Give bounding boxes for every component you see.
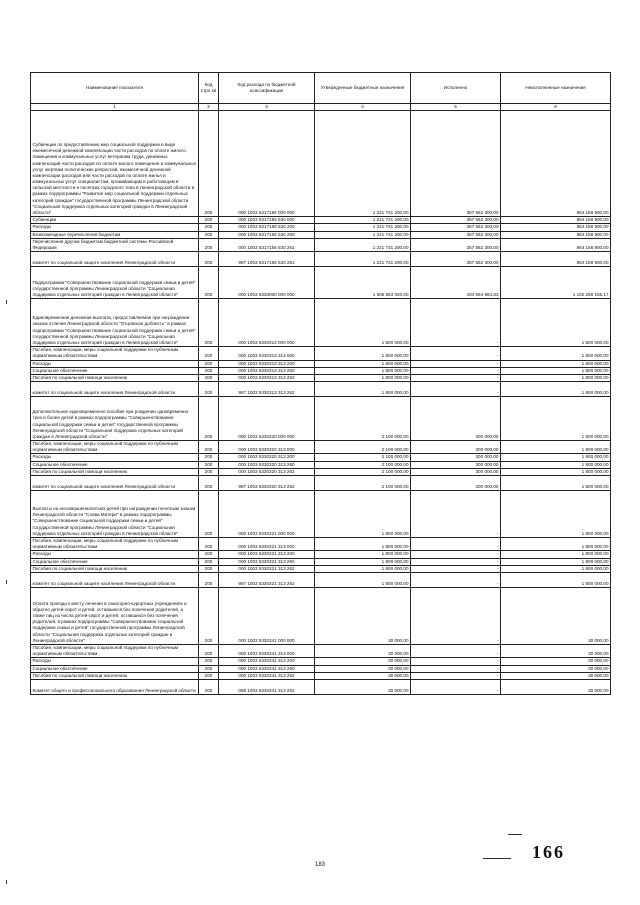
row-line-code: 200 <box>199 374 219 381</box>
row-line-code: 200 <box>199 347 219 360</box>
row-classification-code: 000 1003 5330320 313 200 <box>219 454 315 461</box>
row-indicator-name: Перечисления другим бюджетам бюджетной системы Российской Федерации <box>31 238 199 251</box>
row-classification-code: 000 1003 5317156 000 000 <box>219 111 315 217</box>
row-classification-code: 000 1003 5330320 000 000 <box>219 397 315 441</box>
scan-edge-mark <box>6 580 7 584</box>
row-indicator-name: комитет по социальной защите населения Ленинградской области <box>31 382 199 397</box>
budget-execution-table <box>30 72 611 695</box>
row-classification-code: 000 1003 5330321 000 000 <box>219 491 315 538</box>
row-line-code: 200 <box>199 231 219 238</box>
row-classification-code: 000 1003 5330320 313 262 <box>219 468 315 475</box>
row-classification-code: 000 1003 5330321 313 262 <box>219 565 315 572</box>
row-executed-amount: - <box>411 374 501 381</box>
row-executed-amount: 357 562 300,00 <box>411 111 501 217</box>
row-indicator-name: комитет по социальной защите населения Ленинградской области <box>31 476 199 491</box>
row-indicator-name: Социальное обеспечение <box>31 558 199 565</box>
row-classification-code: 000 1003 5330000 000 000 <box>219 267 315 299</box>
row-executed-amount: 300 000,00 <box>411 476 501 491</box>
row-line-code: 200 <box>199 658 219 665</box>
row-unexecuted-amount: 1 800 000,00 <box>501 461 611 468</box>
row-unexecuted-amount: 1 800 000,00 <box>501 441 611 454</box>
row-classification-code: 000 1003 5317156 530 000 <box>219 217 315 224</box>
row-classification-code: 000 1003 5317156 530 200 <box>219 224 315 231</box>
row-classification-code: 000 1003 5330321 313 200 <box>219 551 315 558</box>
row-approved-amount: 30 000,00 <box>315 672 411 679</box>
row-indicator-name: Выплаты на несовершеннолетних детей при награждении почетным знаком Ленинградской области "Слава Матери" в рамках подпрограммы "Совершенствование социальной поддержки семьи и детей" государственной программы Ленинградской области "Социальная поддержка отдельных категорий граждан в Ленинградской области" <box>31 491 199 538</box>
row-executed-amount: 300 000,00 <box>411 461 501 468</box>
table-row <box>31 665 611 672</box>
row-classification-code: 000 1003 5330341 000 000 <box>219 587 315 644</box>
row-approved-amount: 1 800 000,00 <box>315 558 411 565</box>
row-executed-amount: - <box>411 491 501 538</box>
table-row <box>31 468 611 475</box>
row-line-code: 200 <box>199 538 219 551</box>
row-unexecuted-amount: 1 800 000,00 <box>501 382 611 397</box>
row-approved-amount: 1 800 000,00 <box>315 374 411 381</box>
row-unexecuted-amount: 864 168 900,00 <box>501 252 611 267</box>
row-indicator-name: Пособия, компенсации, меры социальной поддержки по публичным нормативным обязательствам <box>31 441 199 454</box>
report-sheet <box>30 72 610 695</box>
row-classification-code: 000 1003 5330313 313 200 <box>219 360 315 367</box>
row-executed-amount: - <box>411 382 501 397</box>
row-approved-amount: 1 221 731 200,00 <box>315 224 411 231</box>
table-row <box>31 476 611 491</box>
row-approved-amount: 1 800 000,00 <box>315 538 411 551</box>
row-approved-amount: 1 800 000,00 <box>315 299 411 347</box>
row-approved-amount: 30 000,00 <box>315 644 411 657</box>
row-line-code: 200 <box>199 572 219 587</box>
row-unexecuted-amount: 1 800 000,00 <box>501 367 611 374</box>
row-line-code: 200 <box>199 672 219 679</box>
row-approved-amount: 2 100 000,00 <box>315 397 411 441</box>
row-classification-code: 987 1003 5317156 530 251 <box>219 252 315 267</box>
row-approved-amount: 1 506 853 020,00 <box>315 267 411 299</box>
row-indicator-name: Подпрограмма "Совершенствование социальной поддержки семьи и детей" государственной программы Ленинградской области "Социальная поддержка отдельных категорий граждан в Ленинградской области" <box>31 267 199 299</box>
column-number: 6 <box>501 104 611 111</box>
row-executed-amount: - <box>411 672 501 679</box>
table-row <box>31 347 611 360</box>
row-approved-amount: 2 100 000,00 <box>315 468 411 475</box>
row-unexecuted-amount: 30 000,00 <box>501 679 611 694</box>
row-line-code: 200 <box>199 476 219 491</box>
row-executed-amount: - <box>411 367 501 374</box>
row-executed-amount: - <box>411 538 501 551</box>
row-unexecuted-amount: 30 000,00 <box>501 658 611 665</box>
table-row <box>31 267 611 299</box>
table-row <box>31 551 611 558</box>
row-executed-amount: - <box>411 572 501 587</box>
row-classification-code: 987 1003 5330320 313 262 <box>219 476 315 491</box>
row-line-code: 200 <box>199 217 219 224</box>
column-number-row <box>31 104 611 111</box>
row-indicator-name: Пособия по социальной помощи населению <box>31 565 199 572</box>
table-row <box>31 367 611 374</box>
row-indicator-name: Пособия по социальной помощи населению <box>31 374 199 381</box>
table-row <box>31 572 611 587</box>
row-indicator-name: Расходы <box>31 658 199 665</box>
row-unexecuted-amount: 1 800 000,00 <box>501 347 611 360</box>
table-row <box>31 658 611 665</box>
table-row <box>31 565 611 572</box>
row-indicator-name: Пособия по социальной помощи населению <box>31 672 199 679</box>
row-line-code: 200 <box>199 367 219 374</box>
row-approved-amount: 1 800 000,00 <box>315 491 411 538</box>
column-number: 3 <box>219 104 315 111</box>
row-line-code: 200 <box>199 468 219 475</box>
row-line-code: 200 <box>199 679 219 694</box>
table-row <box>31 217 611 224</box>
row-unexecuted-amount: 30 000,00 <box>501 644 611 657</box>
row-line-code: 200 <box>199 111 219 217</box>
header-budget-classification-code: Код расхода по бюджетной классификации <box>219 73 315 104</box>
row-approved-amount: 1 800 000,00 <box>315 572 411 587</box>
row-unexecuted-amount: 1 800 000,00 <box>501 538 611 551</box>
table-row <box>31 558 611 565</box>
table-row <box>31 679 611 694</box>
row-approved-amount: 1 800 000,00 <box>315 551 411 558</box>
row-executed-amount: 300 000,00 <box>411 397 501 441</box>
row-line-code: 200 <box>199 299 219 347</box>
row-classification-code: 000 1003 5330313 000 000 <box>219 299 315 347</box>
table-row <box>31 454 611 461</box>
row-executed-amount: 357 562 300,00 <box>411 231 501 238</box>
stamp-dash <box>483 858 511 859</box>
row-line-code: 200 <box>199 238 219 251</box>
row-executed-amount: 300 000,00 <box>411 468 501 475</box>
table-row <box>31 382 611 397</box>
column-number: 1 <box>31 104 199 111</box>
row-line-code: 200 <box>199 587 219 644</box>
row-classification-code: 987 1003 5330321 313 262 <box>219 572 315 587</box>
row-approved-amount: 1 221 731 200,00 <box>315 252 411 267</box>
row-approved-amount: 1 800 000,00 <box>315 382 411 397</box>
row-indicator-name: Комитет общего и профессионального образования Ленинградской области <box>31 679 199 694</box>
row-executed-amount: - <box>411 665 501 672</box>
table-body <box>31 111 611 695</box>
row-classification-code: 000 1003 5330320 313 260 <box>219 461 315 468</box>
row-indicator-name: Пособия, компенсации, меры социальной поддержки по публичным нормативным обязательствам <box>31 347 199 360</box>
row-approved-amount: 1 221 731 200,00 <box>315 231 411 238</box>
row-unexecuted-amount: 1 800 000,00 <box>501 476 611 491</box>
row-approved-amount: 1 800 000,00 <box>315 360 411 367</box>
header-row <box>31 73 611 104</box>
row-indicator-name: Субвенции по предоставлению мер социальной поддержки в виде ежемесячной денежной компенсации части расходов по оплате жилого помещения и коммунальных услуг ветеранам труда, денежных компенсаций части расходов по оплате жилого помещения и коммунальных услуг жертвам политических репрессий, ежемесячной денежной компенсации расходов или части расходов по оплате жилья и коммунальных услуг специалистам, проживающим и работающим в сельской местности и поселках городского типа в Ленинградской области в рамках подпрограммы "Развитие мер социальной поддержки отдельных категорий граждан" государственной программы Ленинградской области "Социальная поддержка отдельных категорий граждан в Ленинградской области" <box>31 111 199 217</box>
row-executed-amount: - <box>411 360 501 367</box>
row-unexecuted-amount: 1 800 000,00 <box>501 360 611 367</box>
row-approved-amount: 1 221 731 200,00 <box>315 238 411 251</box>
row-line-code: 200 <box>199 644 219 657</box>
row-executed-amount: - <box>411 565 501 572</box>
row-executed-amount: - <box>411 658 501 665</box>
sheet-stamp-number: 166 <box>532 842 565 862</box>
row-approved-amount: 30 000,00 <box>315 679 411 694</box>
row-classification-code: 000 1003 5330320 313 000 <box>219 441 315 454</box>
row-executed-amount: 357 562 300,00 <box>411 252 501 267</box>
row-indicator-name: комитет по социальной защите населения Ленинградской области <box>31 572 199 587</box>
row-classification-code: 987 1003 5330313 313 262 <box>219 382 315 397</box>
row-unexecuted-amount: 1 102 258 155,17 <box>501 267 611 299</box>
row-indicator-name: Расходы <box>31 454 199 461</box>
table-row <box>31 252 611 267</box>
row-indicator-name: комитет по социальной защите населения Ленинградской области <box>31 252 199 267</box>
table-row <box>31 587 611 644</box>
row-classification-code: 000 1003 5330313 313 000 <box>219 347 315 360</box>
row-line-code: 200 <box>199 454 219 461</box>
header-unexecuted-appropriations: Неисполненные назначения <box>501 73 611 104</box>
row-unexecuted-amount: 30 000,00 <box>501 665 611 672</box>
row-approved-amount: 1 221 731 200,00 <box>315 111 411 217</box>
table-row <box>31 111 611 217</box>
row-line-code: 200 <box>199 252 219 267</box>
row-approved-amount: 2 100 000,00 <box>315 454 411 461</box>
row-indicator-name: Оплата проезда к месту лечения в санаторно-курортных учреждениях и обратно детей-сирот и детей, оставшихся без попечения родителей, а также лиц из числа детей-сирот и детей, оставшихся без попечения родителей, в рамках подпрограммы "Совершенствование социальной поддержки семьи и детей" государственной программы Ленинградской области "Социальная поддержка отдельных категорий граждан в Ленинградской области" <box>31 587 199 644</box>
row-unexecuted-amount: 864 168 900,00 <box>501 238 611 251</box>
row-indicator-name: Социальное обеспечение <box>31 367 199 374</box>
row-unexecuted-amount: 864 168 900,00 <box>501 224 611 231</box>
row-classification-code: 000 1003 5330341 313 000 <box>219 644 315 657</box>
row-classification-code: 068 1003 5330341 313 262 <box>219 679 315 694</box>
column-number: 4 <box>315 104 411 111</box>
stamp-dash <box>508 834 522 835</box>
row-classification-code: 000 1003 5330313 313 260 <box>219 367 315 374</box>
table-row <box>31 538 611 551</box>
row-unexecuted-amount: 1 800 000,00 <box>501 491 611 538</box>
row-indicator-name: Пособия по социальной помощи населению <box>31 468 199 475</box>
row-line-code: 200 <box>199 224 219 231</box>
table-row <box>31 360 611 367</box>
row-classification-code: 000 1003 5317156 530 250 <box>219 231 315 238</box>
header-indicator-name: Наименование показателя <box>31 73 199 104</box>
row-executed-amount: - <box>411 551 501 558</box>
row-indicator-name: Пособия, компенсации, меры социальной поддержки по публичным нормативным обязательствам <box>31 644 199 657</box>
row-indicator-name: Дополнительное единовременное пособие при рождении одновременно трех и более детей в рамках подпрограммы "Совершенствование социальной поддержки семьи и детей" государственной программы Ленинградской области "Социальная поддержка отдельных категорий граждан в Ленинградской области" <box>31 397 199 441</box>
row-unexecuted-amount: 1 800 000,00 <box>501 374 611 381</box>
table-row <box>31 374 611 381</box>
row-approved-amount: 2 100 000,00 <box>315 476 411 491</box>
row-executed-amount: 357 562 300,00 <box>411 217 501 224</box>
table-row <box>31 491 611 538</box>
row-unexecuted-amount: 864 168 900,00 <box>501 111 611 217</box>
table-row <box>31 672 611 679</box>
table-row <box>31 461 611 468</box>
row-unexecuted-amount: 1 800 000,00 <box>501 572 611 587</box>
row-unexecuted-amount: 30 000,00 <box>501 672 611 679</box>
table-row <box>31 299 611 347</box>
row-line-code: 200 <box>199 558 219 565</box>
row-executed-amount: 357 562 300,00 <box>411 238 501 251</box>
row-classification-code: 000 1003 5330321 313 260 <box>219 558 315 565</box>
row-executed-amount: 300 000,00 <box>411 441 501 454</box>
row-indicator-name: Единовременная денежная выплата, предоставляемая при награждении знаком отличия Ленинградской области "Отцовская доблесть" в рамках подпрограммы "Совершенствование социальной поддержки семьи и детей" государственной программы Ленинградской области "Социальная поддержка отдельных категорий граждан в Ленинградской области" <box>31 299 199 347</box>
row-indicator-name: Социальное обеспечение <box>31 665 199 672</box>
row-executed-amount: - <box>411 558 501 565</box>
row-unexecuted-amount: 864 168 900,00 <box>501 231 611 238</box>
row-unexecuted-amount: 30 000,00 <box>501 587 611 644</box>
row-approved-amount: 30 000,00 <box>315 665 411 672</box>
column-number: 5 <box>411 104 501 111</box>
row-line-code: 200 <box>199 565 219 572</box>
table-row <box>31 397 611 441</box>
row-classification-code: 000 1003 5330341 313 260 <box>219 665 315 672</box>
scan-edge-mark <box>6 300 7 304</box>
page-number: 183 <box>314 862 325 868</box>
row-approved-amount: 1 800 000,00 <box>315 367 411 374</box>
header-line-code: Код стро ки <box>199 73 219 104</box>
table-row <box>31 644 611 657</box>
row-executed-amount: 300 000,00 <box>411 454 501 461</box>
row-line-code: 200 <box>199 491 219 538</box>
header-executed: Исполнено <box>411 73 501 104</box>
row-classification-code: 000 1003 5330341 313 200 <box>219 658 315 665</box>
row-indicator-name: Расходы <box>31 360 199 367</box>
row-unexecuted-amount: 1 800 000,00 <box>501 454 611 461</box>
row-approved-amount: 1 800 000,00 <box>315 347 411 360</box>
row-indicator-name: Расходы <box>31 551 199 558</box>
row-approved-amount: 30 000,00 <box>315 587 411 644</box>
row-indicator-name: Пособия, компенсации, меры социальной поддержки по публичным нормативным обязательствам <box>31 538 199 551</box>
row-indicator-name: Социальное обеспечение <box>31 461 199 468</box>
row-executed-amount: - <box>411 644 501 657</box>
row-classification-code: 000 1003 5330313 313 262 <box>219 374 315 381</box>
row-indicator-name: Безвозмездные перечисления бюджетам <box>31 231 199 238</box>
row-executed-amount: 357 562 300,00 <box>411 224 501 231</box>
row-unexecuted-amount: 1 800 000,00 <box>501 551 611 558</box>
row-approved-amount: 2 100 000,00 <box>315 461 411 468</box>
row-executed-amount: - <box>411 679 501 694</box>
row-executed-amount: 404 594 864,83 <box>411 267 501 299</box>
row-line-code: 200 <box>199 267 219 299</box>
row-classification-code: 000 1003 5330341 313 262 <box>219 672 315 679</box>
row-classification-code: 000 1003 5330321 313 000 <box>219 538 315 551</box>
row-line-code: 200 <box>199 382 219 397</box>
row-executed-amount: - <box>411 587 501 644</box>
scan-edge-mark <box>6 880 7 884</box>
row-executed-amount: - <box>411 347 501 360</box>
row-executed-amount: - <box>411 299 501 347</box>
row-line-code: 200 <box>199 397 219 441</box>
row-approved-amount: 2 100 000,00 <box>315 441 411 454</box>
row-unexecuted-amount: 1 800 000,00 <box>501 565 611 572</box>
table-row <box>31 238 611 251</box>
row-indicator-name: Расходы <box>31 224 199 231</box>
row-line-code: 200 <box>199 441 219 454</box>
row-unexecuted-amount: 1 800 000,00 <box>501 468 611 475</box>
column-number: 2 <box>199 104 219 111</box>
row-line-code: 200 <box>199 551 219 558</box>
row-unexecuted-amount: 1 800 000,00 <box>501 299 611 347</box>
row-line-code: 200 <box>199 360 219 367</box>
table-row <box>31 224 611 231</box>
row-unexecuted-amount: 1 800 000,00 <box>501 397 611 441</box>
row-approved-amount: 30 000,00 <box>315 658 411 665</box>
table-row <box>31 441 611 454</box>
row-line-code: 200 <box>199 665 219 672</box>
row-classification-code: 000 1003 5317156 530 251 <box>219 238 315 251</box>
row-unexecuted-amount: 864 168 900,00 <box>501 217 611 224</box>
table-row <box>31 231 611 238</box>
row-approved-amount: 1 221 731 200,00 <box>315 217 411 224</box>
row-line-code: 200 <box>199 461 219 468</box>
row-indicator-name: Субвенции <box>31 217 199 224</box>
row-unexecuted-amount: 1 800 000,00 <box>501 558 611 565</box>
row-approved-amount: 1 800 000,00 <box>315 565 411 572</box>
header-approved-appropriations: Утвержденные бюджетные назначения <box>315 73 411 104</box>
